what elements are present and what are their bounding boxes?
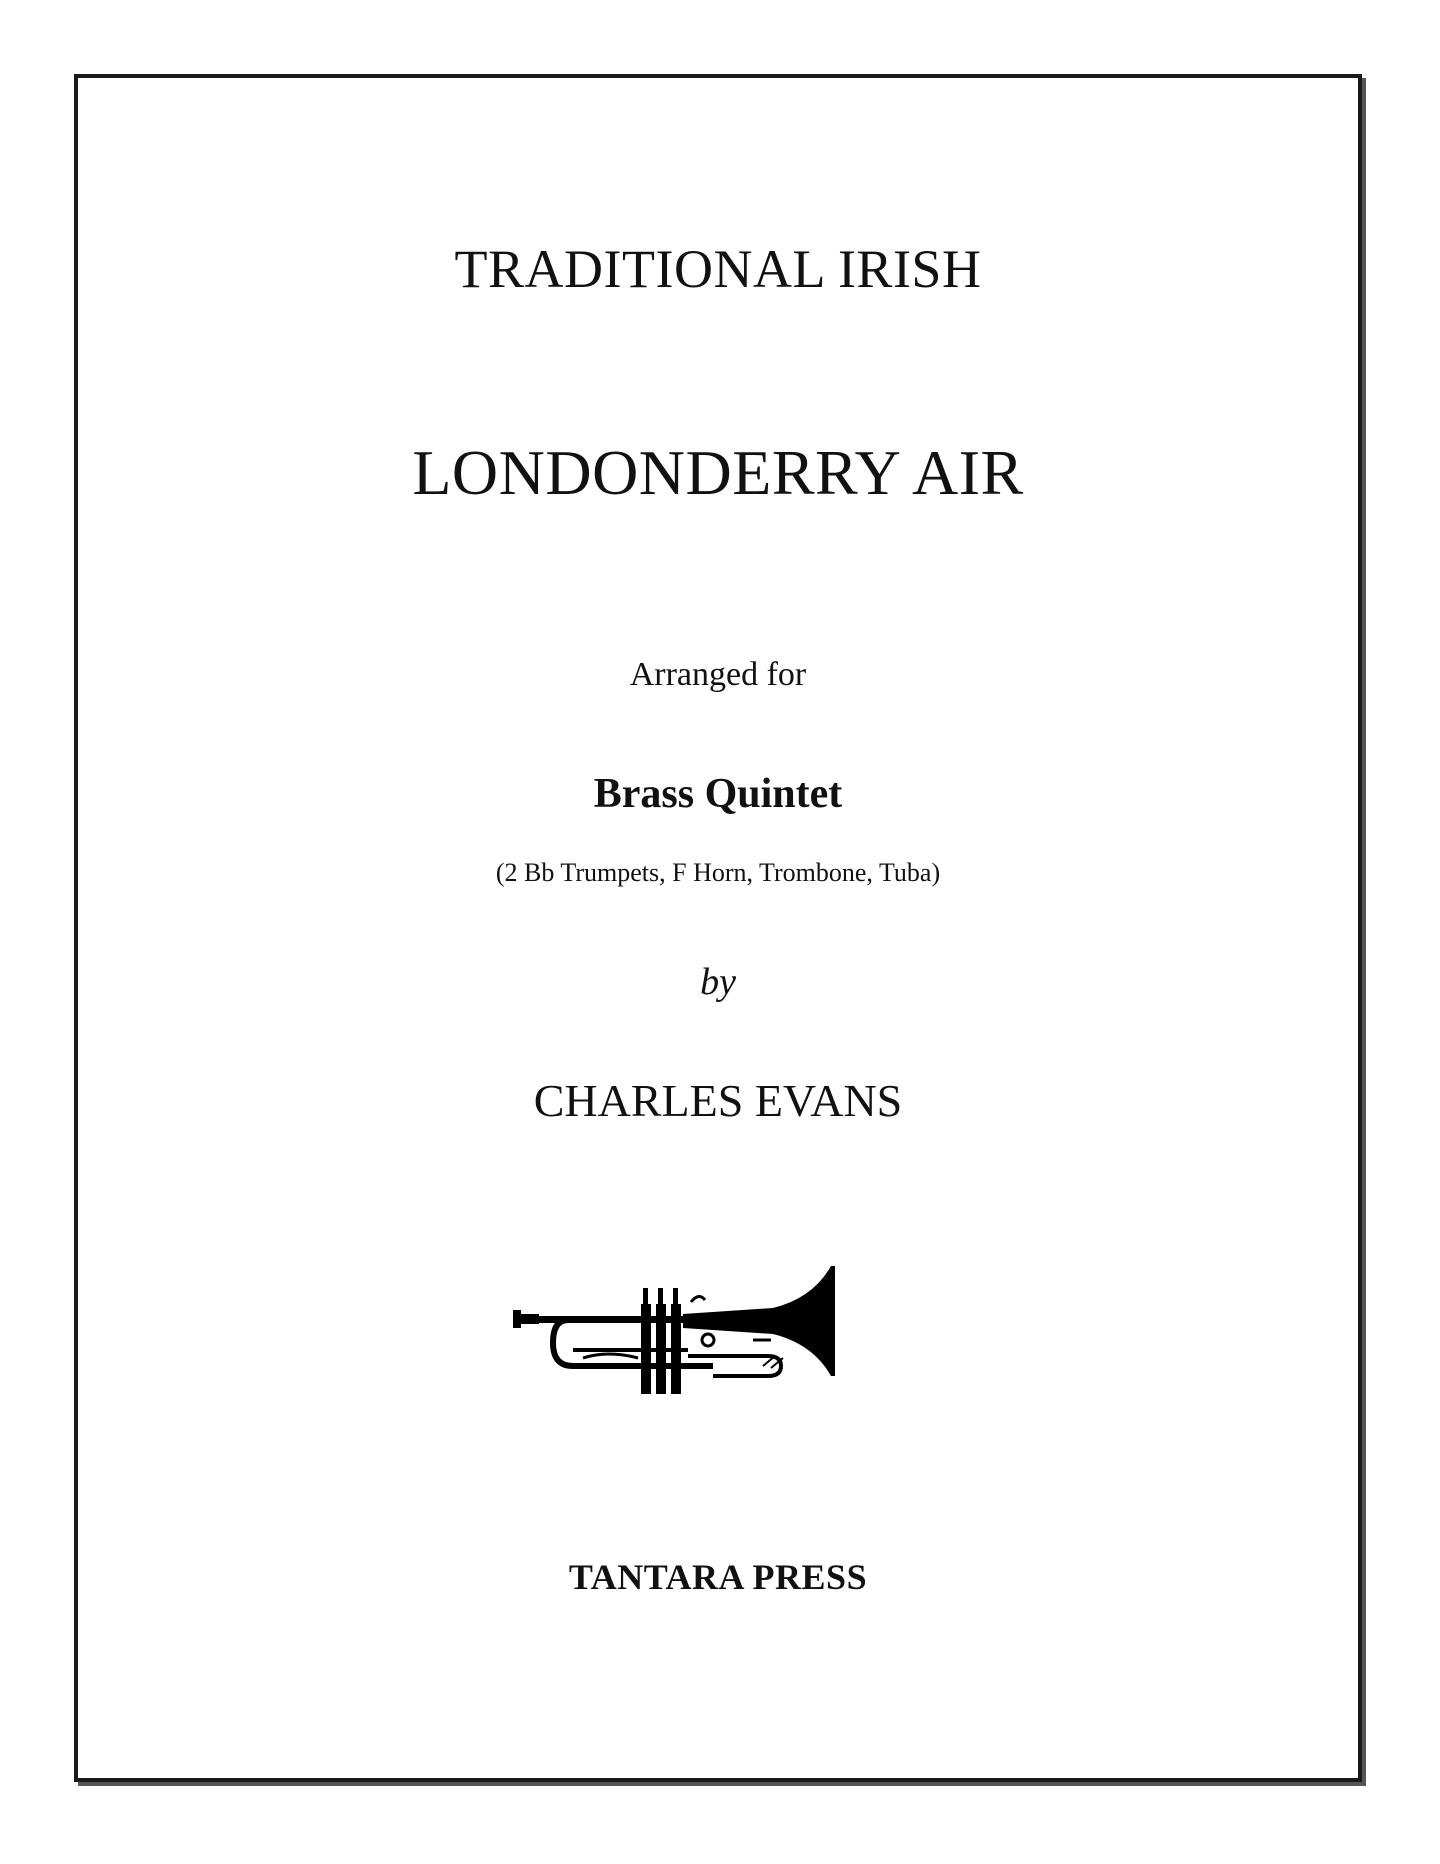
instrumentation-list: (2 Bb Trumpets, F Horn, Trombone, Tuba) — [495, 858, 941, 887]
ensemble-name: Brass Quintet — [593, 771, 843, 817]
trumpet-icon — [513, 1258, 893, 1418]
page-frame — [74, 74, 1362, 1782]
arranged-for-label: Arranged for — [629, 656, 807, 693]
page-title: LONDONDERRY AIR — [412, 437, 1024, 508]
by-label: by — [700, 961, 736, 1003]
arranger-name: CHARLES EVANS — [533, 1075, 903, 1126]
publisher-name: TANTARA PRESS — [568, 1557, 868, 1597]
origin-heading: TRADITIONAL IRISH — [454, 239, 982, 299]
